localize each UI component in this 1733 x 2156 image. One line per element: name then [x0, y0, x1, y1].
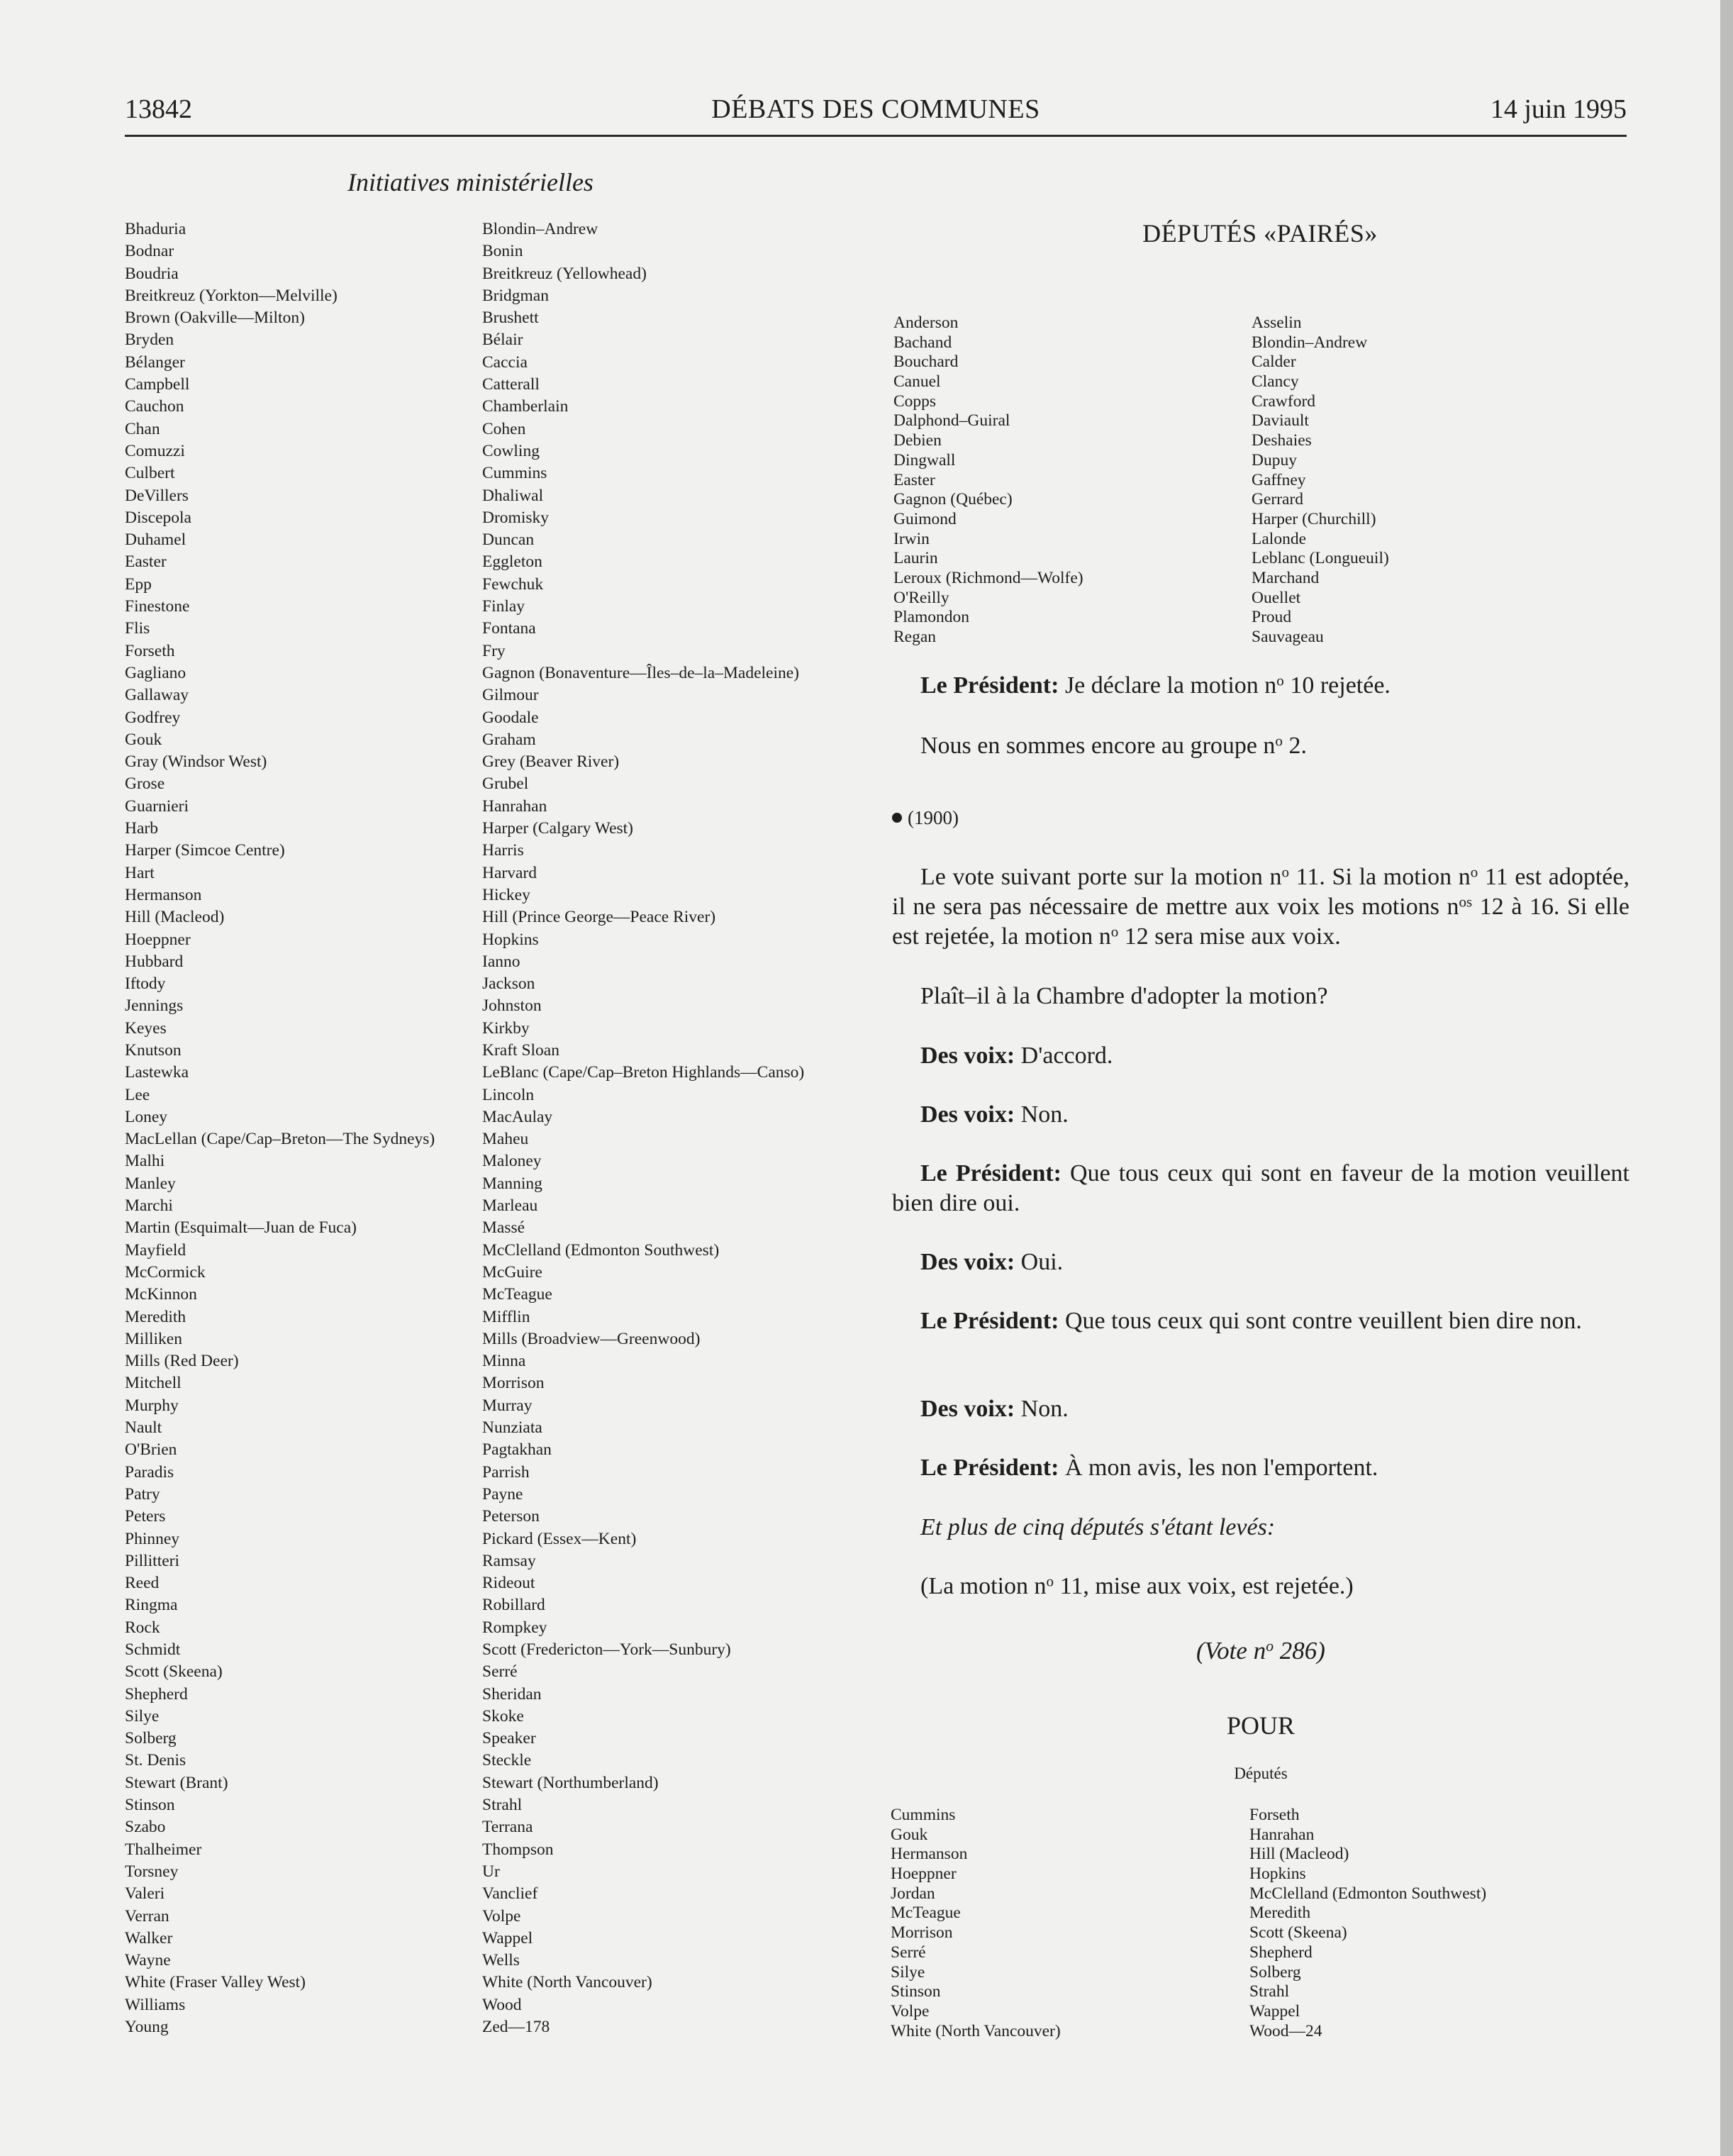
bullet-icon [892, 813, 902, 823]
member-name: Epp [125, 574, 152, 594]
member-name: Loney [125, 1107, 168, 1126]
member-name: Eggleton [482, 552, 542, 572]
member-name: Forseth [125, 641, 175, 660]
member-name: Kraft Sloan [482, 1040, 559, 1060]
member-name: Mayfield [125, 1240, 186, 1260]
member-name: Bryden [125, 330, 174, 350]
member-name: Johnston [482, 996, 542, 1016]
names-column-2 [482, 218, 804, 2038]
member-name: Dupuy [1252, 450, 1297, 469]
member-name: Duncan [482, 530, 535, 550]
member-name: Manley [125, 1174, 176, 1193]
member-name: Regan [893, 628, 937, 646]
member-name: Fewchuk [482, 574, 544, 594]
member-name: Mills (Red Deer) [125, 1352, 239, 1371]
member-name: Sheridan [482, 1684, 542, 1704]
member-name: Morrison [891, 1923, 953, 1943]
member-name: Cowling [482, 441, 540, 460]
member-name: Easter [893, 470, 935, 489]
member-name: Chamberlain [482, 397, 569, 416]
member-name: Ringma [125, 1596, 178, 1615]
member-name: Zed—178 [482, 2018, 550, 2037]
member-name: Ouellet [1252, 588, 1301, 607]
page-number: 13842 [125, 94, 192, 124]
member-name: Boudria [125, 264, 179, 283]
paragraph-declaration: Le Président: Je déclare la motion $n^o$ 10 rejetée. [920, 672, 1391, 699]
paragraph-in-favour: Le Président: Que tous ceux qui sont en faveur de la motion veuillent bien dire oui. [892, 1160, 1629, 1216]
member-name: Culbert [125, 464, 175, 483]
paragraph-ruling: Le Président: À mon avis, les non l'emportent. [920, 1455, 1378, 1481]
member-name: Meredith [1249, 1904, 1311, 1923]
member-name: Sauvageau [1252, 628, 1324, 646]
publication-title: DÉBATS DES COMMUNES [711, 94, 1040, 124]
member-name: DeVillers [125, 486, 189, 505]
member-name: Hill (Prince George—Peace River) [482, 908, 716, 927]
member-name: Robillard [482, 1596, 545, 1615]
member-name: Stewart (Northumberland) [482, 1773, 659, 1792]
member-name: McClelland (Edmonton Southwest) [482, 1240, 720, 1260]
member-name: Hart [125, 863, 155, 882]
member-name: Manning [482, 1174, 542, 1193]
member-name: Peterson [482, 1507, 540, 1526]
time-marker: (1900) [892, 807, 959, 829]
member-name: O'Brien [125, 1440, 177, 1460]
member-name: Mitchell [125, 1374, 182, 1393]
member-name: Ramsay [482, 1551, 536, 1570]
member-name: Serré [482, 1662, 518, 1682]
page-edge [1720, 0, 1733, 2156]
member-name: Comuzzi [125, 441, 185, 460]
member-name: Peters [125, 1507, 166, 1526]
member-name: Dalphond–Guiral [893, 411, 1010, 430]
member-name: Goodale [482, 708, 539, 727]
page-header [125, 94, 1627, 133]
paired-right-column [1252, 313, 1389, 648]
member-name: Bélanger [125, 352, 185, 372]
member-name: Gagliano [125, 663, 186, 682]
paragraph-voices-no-2: Des voix: Non. [920, 1396, 1069, 1422]
paired-title: DÉPUTÉS «PAIRÉS» [1142, 219, 1378, 248]
member-name: Minna [482, 1352, 526, 1371]
member-name: McKinnon [125, 1285, 197, 1304]
member-name: Graham [482, 730, 536, 749]
member-name: Cauchon [125, 397, 184, 416]
member-name: Iftody [125, 974, 166, 994]
member-name: Thompson [482, 1840, 554, 1859]
speaker-label: Le Président: [920, 672, 1059, 699]
member-name: Harvard [482, 863, 537, 882]
member-name: Rock [125, 1618, 160, 1637]
member-name: Shepherd [1249, 1943, 1313, 1962]
member-name: Ianno [482, 952, 520, 971]
member-name: Murray [482, 1396, 533, 1415]
member-name: Scott (Skeena) [1249, 1923, 1347, 1943]
member-name: Stewart (Brant) [125, 1773, 228, 1792]
member-name: Grubel [482, 774, 529, 794]
member-name: McClelland (Edmonton Southwest) [1249, 1884, 1487, 1903]
member-name: Thalheimer [125, 1840, 202, 1859]
member-name: Leblanc (Longueuil) [1252, 549, 1389, 568]
member-name: Breitkreuz (Yellowhead) [482, 264, 647, 283]
member-name: Verran [125, 1906, 169, 1926]
member-name: Wells [482, 1951, 520, 1970]
member-name: Hubbard [125, 952, 184, 971]
member-name: Maheu [482, 1130, 529, 1149]
vote-number: (Vote $n^o$ 286) [1196, 1637, 1325, 1665]
member-name: Gray (Windsor West) [125, 752, 267, 772]
member-name: Malhi [125, 1152, 165, 1171]
member-name: Duhamel [125, 530, 186, 550]
member-name: McTeague [891, 1904, 961, 1923]
member-name: Torsney [125, 1862, 179, 1881]
member-name: Brushett [482, 309, 539, 328]
member-name: Wood—24 [1249, 2021, 1322, 2040]
member-name: Rompkey [482, 1618, 547, 1637]
member-name: Kirkby [482, 1018, 530, 1038]
header-rule [125, 135, 1627, 137]
member-name: Grose [125, 774, 165, 794]
member-name: Bhaduria [125, 220, 186, 238]
member-name: Fry [482, 641, 506, 660]
member-name: Flis [125, 619, 150, 638]
paragraph-voices-agree: Des voix: D'accord. [920, 1043, 1113, 1069]
member-name: Campbell [125, 375, 190, 394]
member-name: Gerrard [1252, 490, 1304, 509]
member-name: Szabo [125, 1818, 166, 1837]
member-name: Marchi [125, 1196, 173, 1216]
member-name: Vanclief [482, 1884, 538, 1904]
member-name: Finestone [125, 597, 190, 616]
member-name: Scott (Skeena) [125, 1662, 223, 1682]
member-name: Wappel [1249, 2001, 1300, 2021]
member-name: Gagnon (Bonaventure—Îles–de–la–Madeleine) [482, 663, 799, 682]
member-name: Gallaway [125, 686, 189, 705]
member-name: Bodnar [125, 242, 174, 261]
member-name: Blondin–Andrew [1252, 333, 1368, 352]
member-name: Nault [125, 1418, 162, 1438]
member-name: White (North Vancouver) [891, 2021, 1061, 2040]
member-name: Godfrey [125, 708, 181, 727]
member-name: Lee [125, 1085, 150, 1104]
paragraph-motion-rejected: (La motion $n^o$ 11, mise aux voix, est rejetée.) [920, 1572, 1354, 1599]
member-name: Catterall [482, 375, 540, 394]
paragraph-next-vote: Le vote suivant porte sur la motion $n^o$ 11. Si la motion $n^o$ 11 est adoptée, il ne sera pas nécessaire de mettre aux voix les motions $n^{os}$ 12 à 16. Si elle est rejetée, la motion $n^o$ 12 sera mise aux voix. [892, 863, 1629, 950]
member-name: Copps [893, 391, 937, 411]
member-name: Wayne [125, 1951, 171, 1970]
member-name: Crawford [1252, 391, 1316, 411]
member-name: Silye [125, 1706, 160, 1726]
member-name: Phinney [125, 1529, 180, 1548]
member-name: Calder [1252, 352, 1296, 372]
member-name: Serré [891, 1943, 926, 1962]
member-name: Jennings [125, 996, 184, 1016]
member-name: LeBlanc (Cape/Cap–Breton Highlands—Canso) [482, 1063, 805, 1082]
member-name: Fontana [482, 619, 536, 638]
member-name: Bélair [482, 330, 523, 350]
member-name: Martin (Esquimalt—Juan de Fuca) [125, 1218, 357, 1238]
member-name: Caccia [482, 352, 528, 372]
member-name: Steckle [482, 1751, 532, 1770]
member-name: Patry [125, 1484, 160, 1504]
member-name: Harper (Churchill) [1252, 509, 1376, 528]
member-name: Deshaies [1252, 431, 1312, 450]
member-name: Mifflin [482, 1307, 530, 1326]
member-name: Massé [482, 1218, 525, 1238]
member-name: Laurin [893, 549, 938, 568]
member-name: Daviault [1252, 411, 1309, 430]
member-name: Cummins [891, 1806, 956, 1824]
publication-date: 14 juin 1995 [1490, 94, 1627, 124]
member-name: White (North Vancouver) [482, 1973, 652, 1992]
member-name: Finlay [482, 597, 525, 616]
paired-left-column [893, 313, 1083, 648]
member-name: Dhaliwal [482, 486, 544, 505]
member-name: Bonin [482, 242, 523, 261]
member-name: Strahl [1249, 1982, 1290, 2001]
member-name: Dromisky [482, 508, 549, 527]
member-name: White (Fraser Valley West) [125, 1973, 306, 1992]
member-name: Gagnon (Québec) [893, 490, 1013, 509]
member-name: Gouk [125, 730, 162, 749]
paragraph-group: Nous en sommes encore au groupe $n^o$ 2. [920, 732, 1307, 759]
names-column-1 [125, 218, 435, 2038]
pour-title: POUR [1226, 1711, 1295, 1740]
section-title: Initiatives ministérielles [347, 168, 594, 196]
member-name: Keyes [125, 1018, 167, 1038]
member-name: Rideout [482, 1574, 535, 1593]
member-name: Gilmour [482, 686, 539, 705]
member-name: Jackson [482, 974, 535, 994]
member-name: Reed [125, 1574, 160, 1593]
member-name: Parrish [482, 1462, 530, 1482]
paragraph-against: Le Président: Que tous ceux qui sont contre veuillent bien dire non. [920, 1308, 1582, 1334]
member-name: McTeague [482, 1285, 552, 1304]
member-name: Plamondon [893, 608, 970, 627]
paragraph-question: Plaît–il à la Chambre d'adopter la motion? [920, 983, 1328, 1009]
member-name: Payne [482, 1484, 523, 1504]
member-name: Guarnieri [125, 796, 189, 816]
member-name: Solberg [1249, 1962, 1301, 1982]
member-name: Stinson [125, 1796, 175, 1815]
member-name: Volpe [482, 1906, 521, 1926]
member-name: Marchand [1252, 568, 1320, 587]
member-name: Stinson [891, 1982, 941, 2001]
member-name: Volpe [891, 2001, 930, 2021]
member-name: Knutson [125, 1040, 182, 1060]
member-name: Debien [893, 431, 942, 450]
member-name: MacAulay [482, 1107, 553, 1126]
member-name: Cummins [482, 464, 547, 483]
paragraph-voices-no: Des voix: Non. [920, 1101, 1069, 1128]
member-name: Jordan [891, 1884, 935, 1903]
member-name: Breitkreuz (Yorkton—Melville) [125, 286, 338, 305]
member-name: Wappel [482, 1928, 533, 1947]
paragraph-voices-yes: Des voix: Oui. [920, 1249, 1064, 1275]
member-name: Strahl [482, 1796, 523, 1815]
member-name: Grey (Beaver River) [482, 752, 620, 772]
member-name: Milliken [125, 1329, 182, 1348]
member-name: Hill (Macleod) [1249, 1845, 1349, 1864]
member-name: Forseth [1249, 1806, 1300, 1824]
member-name: McGuire [482, 1262, 542, 1282]
member-name: Anderson [893, 313, 959, 332]
pour-subtitle: Députés [1234, 1765, 1288, 1782]
member-name: McCormick [125, 1262, 206, 1282]
member-name: Lincoln [482, 1085, 535, 1104]
member-name: St. Denis [125, 1751, 186, 1770]
member-name: Chan [125, 419, 160, 438]
member-name: Irwin [893, 529, 930, 548]
pour-left-column [891, 1806, 1061, 2041]
member-name: Guimond [893, 509, 957, 528]
pour-right-column [1249, 1806, 1486, 2041]
member-name: Wood [482, 1995, 522, 2014]
member-name: Lalonde [1252, 529, 1306, 548]
member-name: Harb [125, 819, 158, 838]
member-name: Hoeppner [891, 1865, 957, 1884]
member-name: O'Reilly [893, 588, 949, 607]
member-name: Ur [482, 1862, 500, 1881]
member-name: Williams [125, 1995, 186, 2014]
member-name: Schmidt [125, 1640, 181, 1659]
member-name: Hermanson [891, 1845, 968, 1864]
member-name: Solberg [125, 1729, 177, 1748]
member-name: Pagtakhan [482, 1440, 552, 1460]
member-name: Hill (Macleod) [125, 908, 225, 927]
member-name: Hanrahan [1249, 1825, 1315, 1844]
member-name: Marleau [482, 1196, 538, 1216]
member-name: Harris [482, 841, 524, 860]
member-name: MacLellan (Cape/Cap–Breton—The Sydneys) [125, 1130, 435, 1149]
member-name: Pickard (Essex—Kent) [482, 1529, 637, 1548]
member-name: Scott (Fredericton—York—Sunbury) [482, 1640, 731, 1659]
member-name: Hickey [482, 885, 530, 904]
member-name: Skoke [482, 1706, 524, 1726]
member-name: Hermanson [125, 885, 202, 904]
member-name: Hopkins [482, 930, 539, 949]
member-name: Gouk [891, 1825, 928, 1844]
member-name: Harper (Simcoe Centre) [125, 841, 285, 860]
member-name: Discepola [125, 508, 191, 527]
member-name: Hopkins [1249, 1865, 1306, 1884]
member-name: Cohen [482, 419, 526, 438]
member-name: Murphy [125, 1396, 179, 1415]
member-name: Speaker [482, 1729, 536, 1748]
member-name: Pillitteri [125, 1551, 180, 1570]
member-name: Valeri [125, 1884, 165, 1904]
member-name: Asselin [1252, 313, 1302, 332]
member-name: Maloney [482, 1152, 542, 1171]
member-name: Bachand [893, 333, 952, 352]
paragraph-members-rise: Et plus de cinq députés s'étant levés: [920, 1514, 1276, 1540]
member-name: Terrana [482, 1818, 533, 1837]
member-name: Meredith [125, 1307, 186, 1326]
member-name: Blondin–Andrew [482, 220, 598, 238]
member-name: Clancy [1252, 372, 1299, 391]
member-name: Silye [891, 1962, 925, 1982]
member-name: Proud [1252, 608, 1292, 627]
member-name: Mills (Broadview—Greenwood) [482, 1329, 701, 1348]
member-name: Morrison [482, 1374, 545, 1393]
member-name: Shepherd [125, 1684, 188, 1704]
member-name: Paradis [125, 1462, 174, 1482]
member-name: Nunziata [482, 1418, 542, 1438]
member-name: Young [125, 2018, 169, 2037]
member-name: Gaffney [1252, 470, 1306, 489]
member-name: Canuel [893, 372, 941, 391]
member-name: Lastewka [125, 1063, 189, 1082]
member-name: Bouchard [893, 352, 959, 372]
member-name: Easter [125, 552, 167, 572]
member-name: Harper (Calgary West) [482, 819, 634, 838]
member-name: Brown (Oakville—Milton) [125, 309, 305, 328]
member-name: Walker [125, 1928, 173, 1947]
member-name: Bridgman [482, 286, 549, 305]
member-name: Hoeppner [125, 930, 191, 949]
member-name: Leroux (Richmond—Wolfe) [893, 568, 1083, 587]
member-name: Dingwall [893, 450, 956, 469]
member-name: Hanrahan [482, 796, 547, 816]
